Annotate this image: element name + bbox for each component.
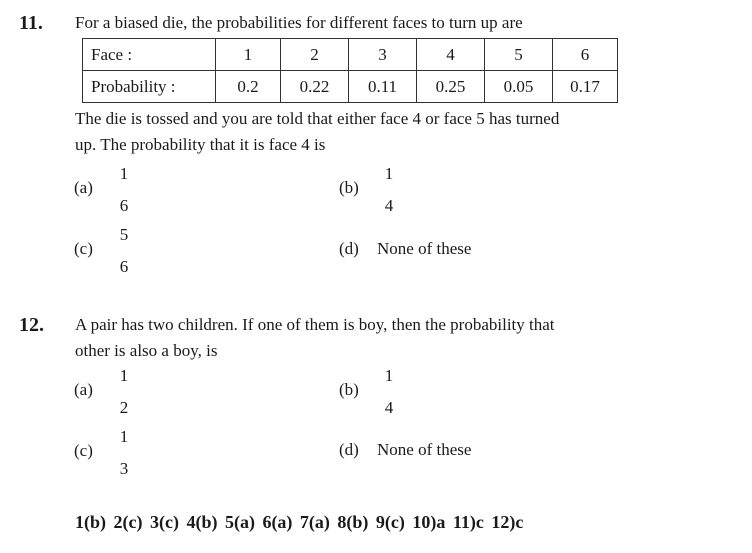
probability-table [82, 38, 618, 103]
q12-option-b-label: (b) [339, 380, 359, 399]
q11-option-c-fraction [115, 225, 133, 277]
question-11-body-line2: up. The probability that it is face 4 is [75, 135, 326, 154]
q11-option-d-text: None of these [377, 239, 472, 258]
fraction-numerator: 1 [384, 366, 394, 385]
probability-cell: 0.22 [281, 71, 349, 103]
probability-row-label: Probability : [83, 71, 216, 103]
probability-cell: 0.25 [417, 71, 485, 103]
q11-option-b-label: (b) [339, 178, 359, 197]
fraction-denominator: 2 [119, 398, 129, 417]
question-12-line1: A pair has two children. If one of them is boy, then the probability that [75, 315, 555, 334]
fraction-numerator: 1 [384, 164, 394, 183]
face-cell: 6 [553, 39, 618, 71]
fraction-denominator: 6 [119, 196, 129, 215]
probability-cell: 0.17 [553, 71, 618, 103]
q12-option-a-label: (a) [74, 380, 93, 399]
q12-option-a-fraction [115, 366, 133, 418]
question-11-body-line1: The die is tossed and you are told that either face 4 or face 5 has turned [75, 109, 560, 128]
fraction-numerator: 1 [119, 427, 129, 446]
probability-cell: 0.11 [349, 71, 417, 103]
fraction-numerator: 1 [119, 164, 129, 183]
question-12-line2: other is also a boy, is [75, 341, 218, 360]
fraction-numerator: 5 [119, 225, 129, 244]
probability-cell: 0.05 [485, 71, 553, 103]
q11-option-a-fraction [115, 164, 133, 216]
q12-option-b-fraction [380, 366, 398, 418]
question-11-stem: For a biased die, the probabilities for different faces to turn up are [75, 13, 523, 32]
face-row-label: Face : [83, 39, 216, 71]
probability-cell: 0.2 [216, 71, 281, 103]
q12-option-c-label: (c) [74, 441, 93, 460]
answer-key: 1(b) 2(c) 3(c) 4(b) 5(a) 6(a) 7(a) 8(b) 9(c) 10)a 11)c 12)c [75, 512, 524, 532]
face-cell: 2 [281, 39, 349, 71]
q11-option-d-label: (d) [339, 239, 359, 258]
q11-option-a-label: (a) [74, 178, 93, 197]
face-cell: 3 [349, 39, 417, 71]
q11-option-b-fraction [380, 164, 398, 216]
q11-option-c-label: (c) [74, 239, 93, 258]
fraction-numerator: 1 [119, 366, 129, 385]
fraction-denominator: 4 [384, 196, 394, 215]
face-cell: 1 [216, 39, 281, 71]
question-number-12: 12. [19, 314, 44, 336]
fraction-denominator: 4 [384, 398, 394, 417]
question-number-11: 11. [19, 12, 43, 34]
fraction-denominator: 6 [119, 257, 129, 276]
q12-option-c-fraction [115, 427, 133, 479]
face-cell: 4 [417, 39, 485, 71]
fraction-denominator: 3 [119, 459, 129, 478]
face-row [83, 39, 618, 71]
q12-option-d-label: (d) [339, 440, 359, 459]
q12-option-d-text: None of these [377, 440, 472, 459]
probability-row [83, 71, 618, 103]
face-cell: 5 [485, 39, 553, 71]
